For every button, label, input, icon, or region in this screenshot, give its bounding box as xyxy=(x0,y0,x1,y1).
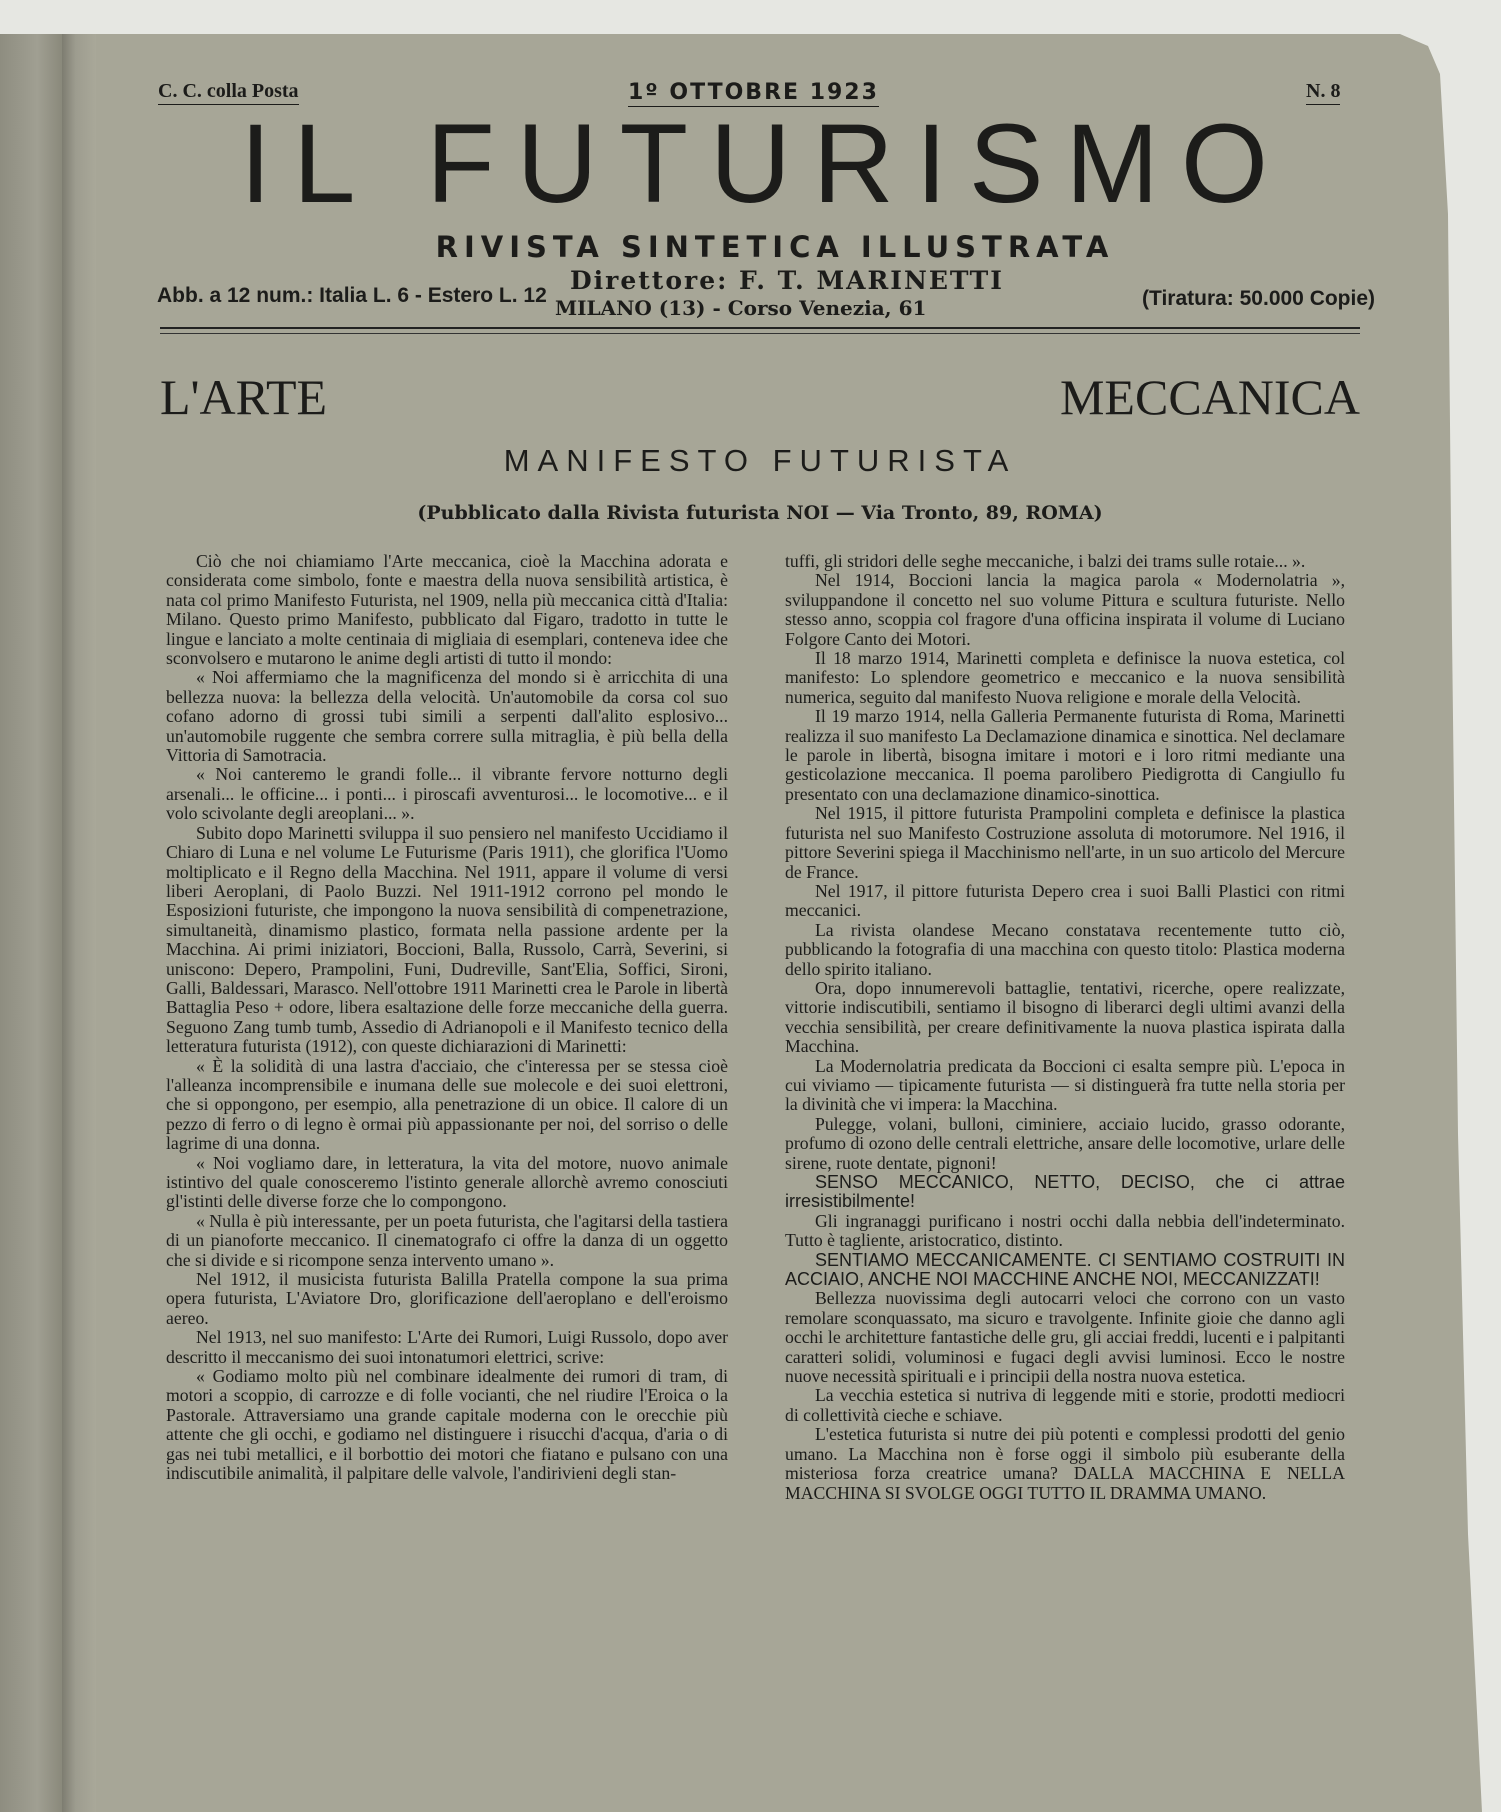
paragraph: Subito dopo Marinetti sviluppa il suo pensiero nel manifesto Uccidiamo il Chiaro di Luna e nel volume Le Futurisme (Paris 1911), che glorifica l'Uomo moltiplicato e il Regno della Macchina. Nel 1911, appare il volume di versi liberi Aeroplani, di Paolo Buzzi. Nel 1911-1912 corrono pel mondo le Esposizioni futuriste, che impongono la nuova sensibilità di compenetrazione, simultaneità, dinamismo plastico, formata nella passione ardente per la Macchina. Ai primi iniziatori, Boccioni, Balla, Russolo, Carrà, Severini, si uniscono: Depero, Prampolini, Funi, Dudreville, Sant'Elia, Soffici, Sironi, Galli, Baldessari, Marasco. Nell'ottobre 1911 Marinetti crea le Parole in libertà Battaglia Peso + odore, libera esaltazione delle forze meccaniche della guerra. Seguono Zang tumb tumb, Assedio di Adrianopoli e il Manifesto tecnico della letteratura futurista (1912), con queste dichiarazioni di Marinetti: xyxy=(166,822,728,1057)
address-line: MILANO (13) - Corso Venezia, 61 xyxy=(555,296,927,320)
circulation-info: (Tiratura: 50.000 Copie) xyxy=(1142,287,1376,310)
header-rule-thin xyxy=(160,333,1360,334)
paragraph: Gli ingranaggi purificano i nostri occhi dalla nebbia dell'indeterminato. Tutto è tagliente, aristocratico, distinto. xyxy=(785,1210,1345,1251)
right-column xyxy=(785,552,1345,1503)
headline-text: L'ARTE MECCANICA xyxy=(160,369,1360,425)
paragraph: tuffi, gli stridori delle seghe meccaniche, i balzi dei trams sulle rotaie... ». xyxy=(785,551,1306,571)
paragraph: « Noi canteremo le grandi folle... il vibrante fervore notturno degli arsenali... le officine... i ponti... i piroscafi avventurosi... le locomotive... e il volo scivolante degli areoplani... ». xyxy=(166,764,728,824)
paragraph: SENSO MECCANICO, NETTO, DECISO, che ci attrae irresistibilmente! xyxy=(785,1172,1345,1212)
director-line: Direttore: F. T. MARINETTI xyxy=(570,266,1004,295)
issue-number: N. 8 xyxy=(1306,80,1340,105)
masthead-title: IL FUTURISMO xyxy=(239,101,1291,226)
paragraph: Nel 1913, nel suo manifesto: L'Arte dei Rumori, Luigi Russolo, dopo aver descritto il meccanismo dei suoi intonatumori elettrici, scrive: xyxy=(166,1327,728,1367)
paragraph: « Nulla è più interessante, per un poeta futurista, che l'agitarsi della tastiera di un pianoforte meccanico. Il cinematografo ci offre la danza di un oggetto che si divide e si ricompone senza intervento umano ». xyxy=(166,1210,728,1270)
paragraph: Il 19 marzo 1914, nella Galleria Permanente futurista di Roma, Marinetti realizza il suo manifesto La Declamazione dinamica e sinottica. Nel declamare le parole in libertà, bisogna imitare i motori e i loro ritmi mediante una gesticolazione meccanica. Il poema parolibero Piedigrotta di Cangiullo fu presentato con una declamazione dinamico-sinottica. xyxy=(785,706,1345,804)
header-rule xyxy=(160,327,1360,329)
paragraph: « Godiamo molto più nel combinare idealmente dei rumori di tram, di motori a scoppio, di carrozze e di folle vocianti, che nel riudire l'Eroica o la Pastorale. Attraversiamo una grande capitale moderna con le orecchie più attente che gli occhi, e godiamo nel distinguere i risucchi d'acqua, d'aria o di gas nei tubi metallici, e il borbottio dei motori che fiatano e pulsano con una indiscutibile animalità, il palpitare delle valvole, l'andirivieni degli stan- xyxy=(166,1366,728,1484)
article-kicker: MANIFESTO FUTURISTA xyxy=(503,443,1017,478)
subscription-info: Abb. a 12 num.: Italia L. 6 - Estero L. 12 xyxy=(157,284,547,307)
paragraph: Nel 1915, il pittore futurista Prampolini completa e definisce la plastica futurista nel suo Manifesto Costruzione assoluta di motorumore. Nel 1916, il pittore Severini spiega il Macchinismo nell'arte, in un suo articolo del Mercure de France. xyxy=(785,803,1345,882)
paragraph: « Noi vogliamo dare, in letteratura, la vita del motore, nuovo animale istintivo del quale conosceremo l'istinto generale allorchè avremo conosciuti gl'istinti delle diverse forze che lo compongono. xyxy=(166,1152,728,1212)
paragraph: La rivista olandese Mecano constatava recentemente tutto ciò, pubblicando la fotografia di una macchina con questo titolo: Plastica moderna dello spirito italiano. xyxy=(785,919,1345,979)
issue-date: 1º OTTOBRE 1923 xyxy=(628,80,879,105)
paragraph: Ora, dopo innumerevoli battaglie, tentativi, ricerche, opere realizzate, vittorie indiscutibili, sentiamo il bisogno di liberarci degli ultimi avanzi della vecchia sensibilità, per creare definitivamente la nuova plastica ispirata dalla Macchina. xyxy=(785,977,1345,1057)
paragraph: « È la solidità di una lastra d'acciaio, che c'interessa per se stessa cioè l'alleanza incomprensibile e inumana delle sue molecole e dei suoi elettroni, che si oppongono, per esempio, alla penetrazione di un obice. Il calore di un pezzo di ferro o di legno è ormai più appassionante per noi, del sorriso o delle lagrime di una donna. xyxy=(166,1055,728,1154)
paragraph: SENTIAMO MECCANICAMENTE. CI SENTIAMO COSTRUITI IN ACCIAIO, ANCHE NOI MACCHINE ANCHE NOI, MECCANIZZATI! xyxy=(785,1249,1345,1290)
left-column xyxy=(166,552,728,1484)
article-headline xyxy=(160,368,1360,426)
paragraph: La Modernolatria predicata da Boccioni ci esalta sempre più. L'epoca in cui viviamo — tipicamente futurista — si distinguerà fra tutte nella storia per la divinità che vi impera: la Macchina. xyxy=(785,1055,1345,1115)
paragraph: Pulegge, volani, bulloni, ciminiere, acciaio lucido, grasso odorante, profumo di ozono delle centrali elettriche, ansare delle locomotive, urlare delle sirene, ruote dentate, pignoni! xyxy=(785,1113,1345,1173)
paragraph: La vecchia estetica si nutriva di leggende miti e storie, prodotti mediocri di collettività cieche e schiave. xyxy=(785,1385,1345,1425)
paragraph: Bellezza nuovissima degli autocarri veloci che corrono con un vasto remolare sconquassato, ma sicuro e travolgente. Infinite gioie che danno agli occhi le architetture fantastiche delle gru, gli acciai freddi, lucenti e i palpitanti caratteri solidi, voluminosi e fugaci degli avvisi luminosi. Ecco le nostre nuove necessità spirituali e i principii della nostra nuova estetica. xyxy=(785,1288,1345,1387)
paragraph: Il 18 marzo 1914, Marinetti completa e definisce la nuova estetica, col manifesto: Lo splendore geometrico e meccanico e la nuova sensibilità numerica, seguito dal manifesto Nuova religione e morale della Velocità. xyxy=(785,648,1345,707)
postal-note: C. C. colla Posta xyxy=(158,80,299,105)
paragraph: Nel 1917, il pittore futurista Depero crea i suoi Balli Plastici con ritmi meccanici. xyxy=(785,880,1345,921)
paragraph: Nel 1912, il musicista futurista Balilla Pratella compone la sua prima opera futurista, L'Aviatore Dro, glorificazione dell'aeroplano e dell'eroismo aereo. xyxy=(166,1269,728,1328)
paragraph: « Noi affermiamo che la magnificenza del mondo si è arricchita di una bellezza nuova: la bellezza della velocità. Un'automobile da corsa col suo cofano adorno di grossi tubi simili a serpenti dall'alito esplosivo... un'automobile ruggente che sembra correre sulla mitraglia, è più bella della Vittoria di Samotracia. xyxy=(166,667,728,766)
article-source: (Pubblicato dalla Rivista futurista NOI — Via Tronto, 89, ROMA) xyxy=(417,502,1103,524)
paragraph: Ciò che noi chiamiamo l'Arte meccanica, cioè la Macchina adorata e considerata come simbolo, fonte e maestra della nuova sensibilità artistica, è nata col primo Manifesto Futurista, nel 1909, nella più meccanica città d'Italia: Milano. Questo primo Manifesto, pubblicato dal Figaro, tradotto in tutte le lingue e lanciato a molte centinaia di migliaia di esemplari, conteneva idee che sconvolsero e mutarono le anime degli artisti di tutto il mondo: xyxy=(166,551,728,669)
binding-fold xyxy=(62,34,96,1812)
masthead-subtitle: RIVISTA SINTETICA ILLUSTRATA xyxy=(435,230,1115,264)
paragraph: Nel 1914, Boccioni lancia la magica parola « Modernolatria », sviluppandone il concetto nel suo volume Pittura e scultura futuriste. Nello stesso anno, scoppia col fragore d'una officina inspirata il volume di Luciano Folgore Canto dei Motori. xyxy=(785,570,1345,649)
adjacent-page-edge xyxy=(0,34,62,1812)
paragraph: L'estetica futurista si nutre dei più potenti e complessi prodotti del genio umano. La Macchina non è forse oggi il simbolo più esuberante della misteriosa forza creatrice umana? DALLA MACCHINA E NELLA MACCHINA SI SVOLGE OGGI TUTTO IL DRAMMA UMANO. xyxy=(785,1424,1345,1503)
